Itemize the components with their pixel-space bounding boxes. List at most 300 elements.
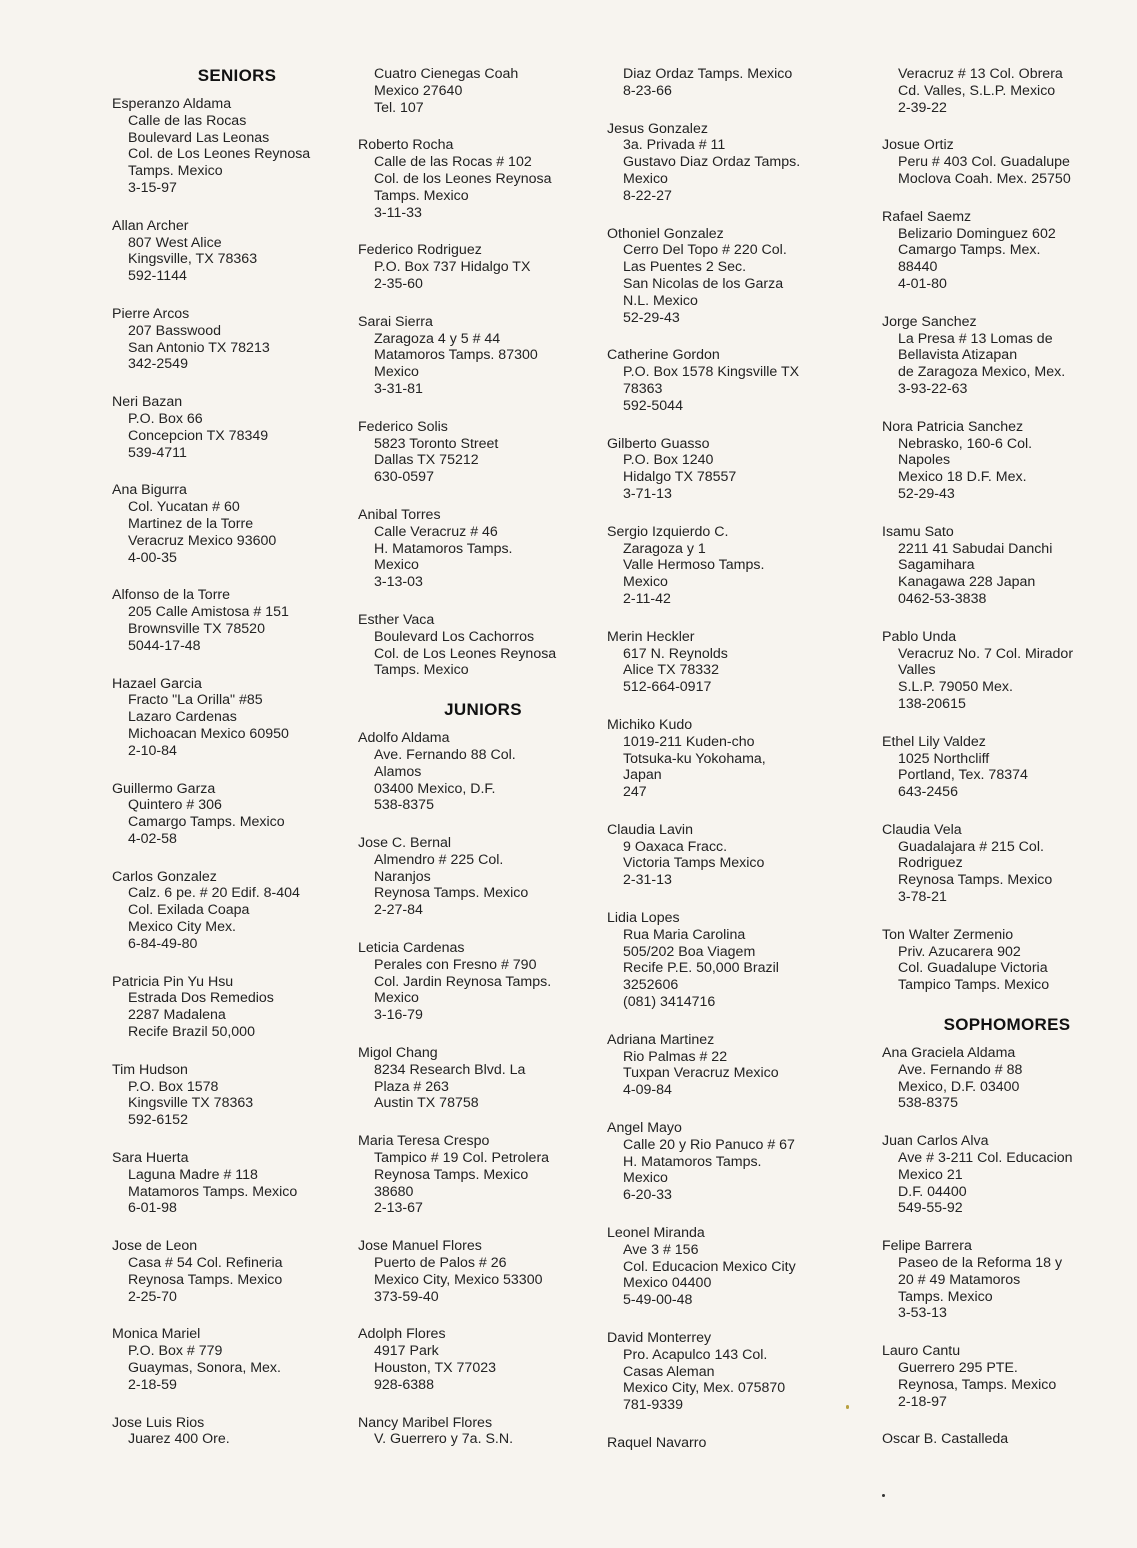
entry-name: Carlos Gonzalez xyxy=(112,868,217,885)
entry-name: Claudia Lavin xyxy=(607,821,693,838)
address-line: Mexico City Mex. xyxy=(128,919,236,936)
address-line: 1019-211 Kuden-cho xyxy=(623,733,755,750)
address-line: 807 West Alice xyxy=(128,234,222,251)
address-line: Reynosa Tamps. Mexico xyxy=(128,1271,283,1288)
entry-name: Sarai Sierra xyxy=(358,313,433,330)
address-line: 78363 xyxy=(623,380,663,397)
address-line: Veracruz Mexico 93600 xyxy=(128,532,277,549)
address-line: Col. Educacion Mexico City xyxy=(623,1258,796,1275)
address-line: Houston, TX 77023 xyxy=(374,1360,496,1377)
address-line: Michoacan Mexico 60950 xyxy=(128,725,289,742)
address-line: Camargo Tamps. Mex. xyxy=(898,242,1041,259)
address-line: 5823 Toronto Street xyxy=(374,435,499,452)
address-line: Austin TX 78758 xyxy=(374,1095,479,1112)
section-heading: SOPHOMORES xyxy=(943,1015,1071,1035)
address-line: Diaz Ordaz Tamps. Mexico xyxy=(623,66,793,82)
column-2 xyxy=(358,66,608,1469)
address-line: 52-29-43 xyxy=(623,309,680,326)
address-line: Hidalgo TX 78557 xyxy=(623,469,737,486)
address-line: 342-2549 xyxy=(128,356,188,373)
directory-entry xyxy=(358,940,608,1024)
address-line: Casa # 54 Col. Refineria xyxy=(128,1255,283,1272)
directory-entry xyxy=(112,306,362,373)
address-line: de Zaragoza Mexico, Mex. xyxy=(898,364,1066,381)
address-line: Juarez 400 Ore. xyxy=(128,1431,230,1448)
directory-entry xyxy=(882,1045,1132,1112)
address-line: Boulevard Los Cachorros xyxy=(374,628,535,645)
address-line: Ave. Fernando # 88 xyxy=(898,1061,1023,1078)
address-line: Rua Maria Carolina xyxy=(623,926,746,943)
address-line: Napoles xyxy=(898,452,951,469)
address-line: 4-02-58 xyxy=(128,830,177,847)
address-line: Mexico xyxy=(374,557,419,574)
address-line: 3-15-97 xyxy=(128,179,177,196)
address-line: Priv. Azucarera 902 xyxy=(898,943,1021,960)
address-line: Martinez de la Torre xyxy=(128,515,254,532)
address-line: Almendro # 225 Col. xyxy=(374,851,504,868)
directory-entry xyxy=(358,1045,608,1112)
address-line: Puerto de Palos # 26 xyxy=(374,1255,507,1272)
address-line: 8-23-66 xyxy=(623,82,672,99)
address-line: D.F. 04400 xyxy=(898,1183,967,1200)
address-line: Alice TX 78332 xyxy=(623,662,719,679)
address-line: 1025 Northcliff xyxy=(898,750,990,767)
address-line: Concepcion TX 78349 xyxy=(128,427,269,444)
directory-entry xyxy=(607,1225,857,1309)
entry-name: Pablo Unda xyxy=(882,628,957,645)
directory-entry xyxy=(607,822,857,889)
address-line: Guerrero 295 PTE. xyxy=(898,1360,1018,1377)
address-line: Mexico xyxy=(623,170,668,187)
directory-entry xyxy=(358,66,608,116)
address-line: Veracruz No. 7 Col. Mirador xyxy=(898,645,1074,662)
address-line: Col. de Los Leones Reynosa xyxy=(128,146,311,163)
entry-name: Raquel Navarro xyxy=(607,1435,707,1451)
address-line: 6-20-33 xyxy=(623,1187,672,1204)
directory-entry xyxy=(882,927,1132,994)
address-line: Ave 3 # 156 xyxy=(623,1241,699,1258)
directory-entry xyxy=(607,1032,857,1099)
entry-name: Monica Mariel xyxy=(112,1326,201,1343)
address-line: Matamoros Tamps. Mexico xyxy=(128,1183,298,1200)
address-line: Cuatro Cienegas Coah xyxy=(374,66,519,82)
address-line: Tamps. Mexico xyxy=(374,187,469,204)
address-line: Mexico City, Mexico 53300 xyxy=(374,1271,543,1288)
entry-name: Claudia Vela xyxy=(882,821,962,838)
address-line: 2-25-70 xyxy=(128,1288,177,1305)
address-line: Ave # 3-211 Col. Educacion xyxy=(898,1150,1073,1167)
address-line: 643-2456 xyxy=(898,784,958,801)
directory-entry xyxy=(358,1415,608,1449)
address-line: Col. de los Leones Reynosa xyxy=(374,170,552,187)
address-line: Fracto "La Orilla" #85 xyxy=(128,692,263,709)
address-line: 3-11-33 xyxy=(374,204,422,221)
entry-name: Jose de Leon xyxy=(112,1238,198,1255)
address-line: Col. Yucatan # 60 xyxy=(128,499,240,516)
address-line: 3-93-22-63 xyxy=(898,380,968,397)
entry-name: Guillermo Garza xyxy=(112,780,216,797)
address-line: 2-39-22 xyxy=(898,99,947,116)
address-line: Tampico # 19 Col. Petrolera xyxy=(374,1150,550,1167)
address-line: La Presa # 13 Lomas de xyxy=(898,330,1053,347)
address-line: P.O. Box 1578 xyxy=(128,1078,219,1095)
address-line: 505/202 Boa Viagem xyxy=(623,943,756,960)
section-heading: SENIORS xyxy=(197,66,277,85)
address-line: Mexico 27640 xyxy=(374,82,463,99)
address-line: Perales con Fresno # 790 xyxy=(374,956,537,973)
entry-name: Ethel Lily Valdez xyxy=(882,733,986,750)
address-line: Calle de las Rocas xyxy=(128,112,247,129)
address-line: Alamos xyxy=(374,763,422,780)
address-line: San Nicolas de los Garza xyxy=(623,275,784,292)
address-line: 2-35-60 xyxy=(374,275,423,292)
address-line: Paseo de la Reforma 18 y xyxy=(898,1255,1063,1272)
directory-entry xyxy=(112,1062,362,1129)
address-line: 4-09-84 xyxy=(623,1082,672,1099)
directory-entry xyxy=(112,394,362,461)
address-line: 538-8375 xyxy=(374,797,434,814)
address-line: Nebrasko, 160-6 Col. xyxy=(898,435,1033,452)
directory-entry xyxy=(358,835,608,919)
address-line: Reynosa, Tamps. Mexico xyxy=(898,1376,1057,1393)
address-line: Peru # 403 Col. Guadalupe xyxy=(898,154,1070,171)
address-line: 3-53-13 xyxy=(898,1305,947,1322)
address-line: Reynosa Tamps. Mexico xyxy=(898,872,1053,889)
address-line: 2287 Madalena xyxy=(128,1007,226,1024)
address-line: Reynosa Tamps. Mexico xyxy=(374,885,529,902)
address-line: Veracruz # 13 Col. Obrera xyxy=(898,66,1063,82)
entry-name: Gilberto Guasso xyxy=(607,435,710,452)
directory-entry xyxy=(882,524,1132,608)
address-line: 5-49-00-48 xyxy=(623,1292,693,1309)
address-line: Kanagawa 228 Japan xyxy=(898,574,1036,591)
address-line: Calle Veracruz # 46 xyxy=(374,523,498,540)
address-line: Mexico 21 xyxy=(898,1166,963,1183)
directory-entry xyxy=(882,1431,1132,1448)
directory-entry xyxy=(607,436,857,503)
address-line: (081) 3414716 xyxy=(623,994,716,1011)
address-line: H. Matamoros Tamps. xyxy=(623,1153,762,1170)
address-line: 3252606 xyxy=(623,977,679,994)
directory-entry xyxy=(607,910,857,1011)
address-line: Moclova Coah. Mex. 25750 xyxy=(898,170,1071,187)
address-line: 928-6388 xyxy=(374,1376,434,1393)
address-line: 2-10-84 xyxy=(128,742,177,759)
address-line: 4917 Park xyxy=(374,1343,439,1360)
directory-entry xyxy=(607,1435,857,1452)
address-line: Las Puentes 2 Sec. xyxy=(623,259,747,276)
directory-entry xyxy=(358,730,608,814)
address-line: 5044-17-48 xyxy=(128,637,201,654)
entry-name: Josue Ortiz xyxy=(882,137,954,154)
address-line: Calle de las Rocas # 102 xyxy=(374,154,532,171)
address-line: 4-00-35 xyxy=(128,549,177,566)
address-line: 592-1144 xyxy=(128,268,187,285)
address-line: 2-27-84 xyxy=(374,902,423,919)
address-line: V. Guerrero y 7a. S.N. xyxy=(374,1431,514,1448)
directory-entry xyxy=(112,587,362,654)
address-line: 2211 41 Sabudai Danchi xyxy=(898,540,1053,557)
address-line: 592-6152 xyxy=(128,1112,188,1129)
directory-entry xyxy=(112,1326,362,1393)
address-line: Mexico xyxy=(374,990,419,1007)
entry-name: Othoniel Gonzalez xyxy=(607,225,724,242)
address-line: 4-01-80 xyxy=(898,275,947,292)
address-line: Japan xyxy=(623,767,662,784)
address-line: 592-5044 xyxy=(623,397,683,414)
directory-entry xyxy=(112,96,362,197)
address-line: Quintero # 306 xyxy=(128,797,222,814)
address-line: San Antonio TX 78213 xyxy=(128,339,270,356)
address-line: 6-84-49-80 xyxy=(128,935,198,952)
address-line: Recife P.E. 50,000 Brazil xyxy=(623,960,779,977)
address-line: Plaza # 263 xyxy=(374,1078,449,1095)
address-line: Mexico 04400 xyxy=(623,1275,712,1292)
directory-entry xyxy=(882,1133,1132,1217)
directory-entry xyxy=(112,482,362,566)
address-line: Mexico, D.F. 03400 xyxy=(898,1078,1020,1095)
address-line: Col. de Los Leones Reynosa xyxy=(374,645,557,662)
address-line: Guadalajara # 215 Col. xyxy=(898,838,1044,855)
address-line: P.O. Box 66 xyxy=(128,410,203,427)
section-heading: JUNIORS xyxy=(444,700,522,720)
entry-name: Lauro Cantu xyxy=(882,1343,961,1360)
directory-entry xyxy=(607,121,857,205)
directory-entry xyxy=(112,869,362,953)
address-line: Tamps. Mexico xyxy=(374,662,469,679)
address-line: Mexico xyxy=(623,574,668,591)
entry-name: Merin Heckler xyxy=(607,628,695,645)
address-line: Tel. 107 xyxy=(374,99,424,116)
address-line: 205 Calle Amistosa # 151 xyxy=(128,604,289,621)
address-line: 781-9339 xyxy=(623,1397,683,1414)
entry-name: Anibal Torres xyxy=(358,506,441,523)
directory-entry xyxy=(358,1133,608,1217)
directory-entry xyxy=(358,242,608,292)
entry-name: Adolfo Aldama xyxy=(358,730,450,747)
address-line: Reynosa Tamps. Mexico xyxy=(374,1166,529,1183)
entry-name: Leticia Cardenas xyxy=(358,940,465,957)
address-line: Cerro Del Topo # 220 Col. xyxy=(623,242,787,259)
address-line: 2-13-67 xyxy=(374,1200,423,1217)
entry-name: Neri Bazan xyxy=(112,394,183,411)
address-line: 247 xyxy=(623,784,647,801)
directory-entry xyxy=(882,209,1132,293)
address-line: Calz. 6 pe. # 20 Edif. 8-404 xyxy=(128,885,300,902)
paper-speck xyxy=(882,1494,885,1497)
entry-name: Ton Walter Zermenio xyxy=(882,926,1014,943)
directory-entry xyxy=(358,1326,608,1393)
entry-name: Leonel Miranda xyxy=(607,1225,705,1242)
directory-entry xyxy=(882,629,1132,713)
directory-entry xyxy=(607,524,857,608)
address-line: Sagamihara xyxy=(898,557,975,574)
directory-entry xyxy=(882,1238,1132,1322)
address-line: Tuxpan Veracruz Mexico xyxy=(623,1065,779,1082)
address-line: Casas Aleman xyxy=(623,1363,715,1380)
address-line: Boulevard Las Leonas xyxy=(128,129,270,146)
address-line: Kingsville TX 78363 xyxy=(128,1095,254,1112)
address-line: Mexico xyxy=(623,1170,668,1187)
directory-entry xyxy=(358,1238,608,1305)
entry-name: Juan Carlos Alva xyxy=(882,1133,989,1150)
address-line: 538-8375 xyxy=(898,1095,958,1112)
address-line: Tamps. Mexico xyxy=(128,163,223,180)
address-line: Col. Jardin Reynosa Tamps. xyxy=(374,973,552,990)
address-line: 617 N. Reynolds xyxy=(623,645,728,662)
directory-entry xyxy=(358,612,608,679)
address-line: 630-0597 xyxy=(374,469,434,486)
entry-name: Adolph Flores xyxy=(358,1326,446,1343)
address-line: Mexico 18 D.F. Mex. xyxy=(898,469,1027,486)
directory-entry xyxy=(112,218,362,285)
address-line: Guaymas, Sonora, Mex. xyxy=(128,1360,281,1377)
address-line: Recife Brazil 50,000 xyxy=(128,1024,255,1041)
directory-entry xyxy=(607,347,857,414)
directory-entry xyxy=(607,629,857,696)
entry-name: Isamu Sato xyxy=(882,523,954,540)
directory-entry xyxy=(882,66,1132,116)
address-line: 512-664-0917 xyxy=(623,679,712,696)
address-line: 3a. Privada # 11 xyxy=(623,137,726,154)
address-line: 539-4711 xyxy=(128,444,187,461)
entry-name: Jose Luis Rios xyxy=(112,1414,205,1431)
directory-entry xyxy=(607,1120,857,1204)
directory-entry xyxy=(607,717,857,801)
column-3 xyxy=(607,66,857,1473)
address-line: Belizario Dominguez 602 xyxy=(898,225,1056,242)
address-line: N.L. Mexico xyxy=(623,292,698,309)
address-line: 2-18-97 xyxy=(898,1393,947,1410)
directory-entry xyxy=(112,1150,362,1217)
entry-name: Maria Teresa Crespo xyxy=(358,1133,490,1150)
address-line: 2-18-59 xyxy=(128,1376,177,1393)
directory-entry xyxy=(882,419,1132,503)
address-line: Zaragoza 4 y 5 # 44 xyxy=(374,330,501,347)
address-line: Lazaro Cardenas xyxy=(128,709,237,726)
address-line: 207 Basswood xyxy=(128,322,222,339)
directory-entry xyxy=(112,1238,362,1305)
column-1 xyxy=(112,66,362,1469)
entry-name: Lidia Lopes xyxy=(607,910,680,927)
address-line: 549-55-92 xyxy=(898,1200,963,1217)
address-line: Mexico City, Mex. 075870 xyxy=(623,1380,786,1397)
address-line: Matamoros Tamps. 87300 xyxy=(374,347,538,364)
address-line: 3-31-81 xyxy=(374,380,423,397)
entry-name: Tim Hudson xyxy=(112,1061,188,1078)
address-line: Ave. Fernando 88 Col. xyxy=(374,746,516,763)
column-4 xyxy=(882,66,1132,1469)
entry-name: Oscar B. Castalleda xyxy=(882,1431,1009,1448)
address-line: Totsuka-ku Yokohama, xyxy=(623,750,766,767)
address-line: Estrada Dos Remedios xyxy=(128,990,274,1007)
address-line: Bellavista Atizapan xyxy=(898,347,1018,364)
address-line: 3-16-79 xyxy=(374,1007,423,1024)
address-line: Rodriguez xyxy=(898,855,963,872)
entry-name: Nora Patricia Sanchez xyxy=(882,418,1024,435)
entry-name: Nancy Maribel Flores xyxy=(358,1414,493,1431)
entry-name: Jose C. Bernal xyxy=(358,835,452,852)
address-line: Tamps. Mexico xyxy=(898,1288,993,1305)
directory-entry xyxy=(607,226,857,327)
address-line: P.O. Box 1240 xyxy=(623,452,714,469)
address-line: Calle 20 y Rio Panuco # 67 xyxy=(623,1136,795,1153)
entry-name: Felipe Barrera xyxy=(882,1238,972,1255)
address-line: 138-20615 xyxy=(898,695,966,712)
entry-name: Michiko Kudo xyxy=(607,716,693,733)
directory-entry xyxy=(358,507,608,591)
directory-entry xyxy=(112,974,362,1041)
address-line: S.L.P. 79050 Mex. xyxy=(898,679,1013,696)
entry-name: Ana Graciela Aldama xyxy=(882,1045,1016,1062)
address-line: 8234 Research Blvd. La xyxy=(374,1061,526,1078)
address-line: Cd. Valles, S.L.P. Mexico xyxy=(898,82,1056,99)
entry-name: Rafael Saemz xyxy=(882,208,972,225)
address-line: 0462-53-3838 xyxy=(898,590,987,607)
address-line: P.O. Box 1578 Kingsville TX xyxy=(623,364,800,381)
entry-name: Federico Rodriguez xyxy=(358,242,482,259)
entry-name: Ana Bigurra xyxy=(112,482,187,499)
address-line: Zaragoza y 1 xyxy=(623,540,706,557)
address-line: Brownsville TX 78520 xyxy=(128,620,265,637)
entry-name: Jose Manuel Flores xyxy=(358,1238,482,1255)
entry-name: Roberto Rocha xyxy=(358,137,454,154)
address-line: 6-01-98 xyxy=(128,1200,177,1217)
address-line: 03400 Mexico, D.F. xyxy=(374,780,496,797)
entry-name: Patricia Pin Yu Hsu xyxy=(112,973,234,990)
entry-name: Alfonso de la Torre xyxy=(112,587,231,604)
directory-entry xyxy=(112,1415,362,1449)
entry-name: Federico Solis xyxy=(358,418,448,435)
entry-name: Hazael Garcia xyxy=(112,675,202,692)
address-line: Rio Palmas # 22 xyxy=(623,1048,728,1065)
address-line: 88440 xyxy=(898,259,938,276)
directory-entry xyxy=(358,137,608,221)
directory-entry xyxy=(112,781,362,848)
directory-entry xyxy=(882,314,1132,398)
address-line: Camargo Tamps. Mexico xyxy=(128,814,285,831)
address-line: Portland, Tex. 78374 xyxy=(898,767,1028,784)
address-line: 38680 xyxy=(374,1183,414,1200)
directory-entry xyxy=(358,314,608,398)
entry-name: Angel Mayo xyxy=(607,1120,682,1137)
directory-entry xyxy=(882,1343,1132,1410)
address-line: 2-31-13 xyxy=(623,872,672,889)
address-line: Victoria Tamps Mexico xyxy=(623,855,765,872)
entry-name: Migol Chang xyxy=(358,1045,438,1062)
address-line: P.O. Box 737 Hidalgo TX xyxy=(374,259,531,276)
address-line: 3-78-21 xyxy=(898,889,947,906)
address-line: Col. Guadalupe Victoria xyxy=(898,960,1048,977)
address-line: H. Matamoros Tamps. xyxy=(374,540,513,557)
entry-name: Allan Archer xyxy=(112,217,189,234)
address-line: Gustavo Diaz Ordaz Tamps. xyxy=(623,154,801,171)
directory-entry xyxy=(607,66,857,100)
entry-name: Sara Huerta xyxy=(112,1150,189,1167)
address-line: Valles xyxy=(898,662,936,679)
paper-speck xyxy=(846,1405,849,1409)
address-line: Mexico xyxy=(374,364,419,381)
address-line: Tampico Tamps. Mexico xyxy=(898,977,1050,994)
address-line: 373-59-40 xyxy=(374,1288,439,1305)
entry-name: David Monterrey xyxy=(607,1330,712,1347)
address-line: 20 # 49 Matamoros xyxy=(898,1271,1021,1288)
directory-entry xyxy=(358,419,608,486)
address-line: 52-29-43 xyxy=(898,485,955,502)
entry-name: Esperanzo Aldama xyxy=(112,96,232,112)
address-line: Dallas TX 75212 xyxy=(374,452,479,469)
entry-name: Adriana Martinez xyxy=(607,1031,715,1048)
